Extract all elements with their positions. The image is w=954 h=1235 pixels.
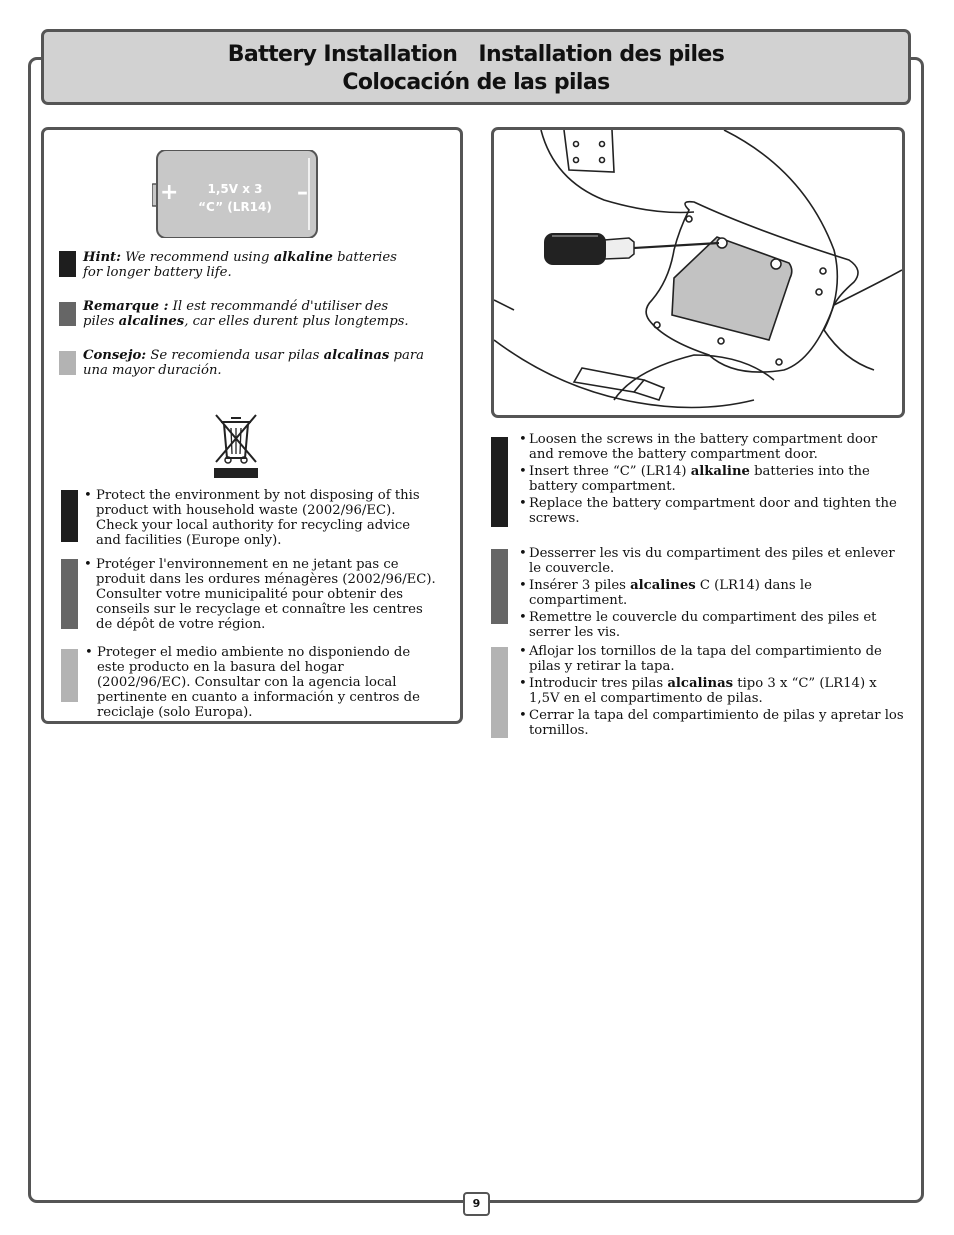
hint-english-label: Hint: [83,250,122,265]
spanish-marker [491,647,508,738]
english-marker [491,437,508,527]
spanish-marker [59,351,76,375]
page-title-line2: Colocación de las pilas [342,70,610,95]
battery-size-label: “C” (LR14) [198,200,272,214]
french-marker [61,559,78,629]
english-marker [61,490,78,542]
hint-spanish: Consejo: Se recomienda usar pilas alcalinas para una mayor duración. [83,348,425,378]
step-english-3: • Replace the battery compartment door and tighten the screws. [519,496,899,526]
steps-french [519,546,904,642]
step-french-2: • Insérer 3 piles alcalines C (LR14) dans le compartiment. [519,578,904,608]
battery-minus-sign: – [297,180,308,205]
environment-english-text: • Protect the environment by not disposing of this product with household waste (2002/96/EC). Check your local authority for recycling advice and facilities (Europe only). [84,488,439,548]
hint-spanish-label: Consejo: [83,348,147,363]
english-marker [59,251,76,277]
step-french-3: • Remettre le couvercle du compartiment des piles et serrer les vis. [519,610,904,640]
french-marker [491,549,508,624]
page-number: 9 [463,1192,490,1216]
step-french-1: • Desserrer les vis du compartiment des piles et enlever le couvercle. [519,546,904,576]
environment-spanish-text: • Proteger el medio ambiente no disponiendo de este producto en la basura del hogar (2002/96/EC). Consultar con la agencia local pertinente en cuanto a información y centros de reciclaje (solo Europa). [85,645,433,720]
step-spanish-3: • Cerrar la tapa del compartimiento de pilas y apretar los tornillos. [519,708,904,738]
battery-door-illustration-panel [491,127,905,418]
page-title-box [41,29,911,105]
environment-french [84,557,439,634]
spanish-marker [61,649,78,702]
screwdriver-battery-door-illustration [494,130,902,415]
hint-french-label: Remarque : [83,299,169,314]
environment-english [84,488,439,550]
steps-spanish [519,644,904,740]
weee-crossed-bin-icon [213,412,259,480]
step-spanish-2: • Introducir tres pilas alcalinas tipo 3 x “C” (LR14) x 1,5V en el compartimento de pilas. [519,676,904,706]
page-title-line1: Battery Installation Installation des piles [227,42,725,67]
hint-french: Remarque : Il est recommandé d'utiliser des piles alcalines, car elles durent plus longtemps. [83,299,409,329]
environment-french-text: • Protéger l'environnement en ne jetant pas ce produit dans les ordures ménagères (2002/96/EC). Consulter votre municipalité pour obtenir des conseils sur le recyclage et connaître les centres de dépôt de votre région. [84,557,439,632]
step-english-1: • Loosen the screws in the battery compartment door and remove the battery compartment door. [519,432,899,462]
step-spanish-1: • Aflojar los tornillos de la tapa del compartimiento de pilas y retirar la tapa. [519,644,904,674]
battery-plus-sign: + [160,180,179,205]
battery-voltage-label: 1,5V x 3 [207,182,263,196]
hint-english: Hint: We recommend using alkaline batteries for longer battery life. [83,250,397,280]
c-battery-illustration [152,150,318,238]
environment-spanish [85,645,433,722]
step-english-2: • Insert three “C” (LR14) alkaline batteries into the battery compartment. [519,464,899,494]
steps-english [519,432,899,528]
french-marker [59,302,76,326]
